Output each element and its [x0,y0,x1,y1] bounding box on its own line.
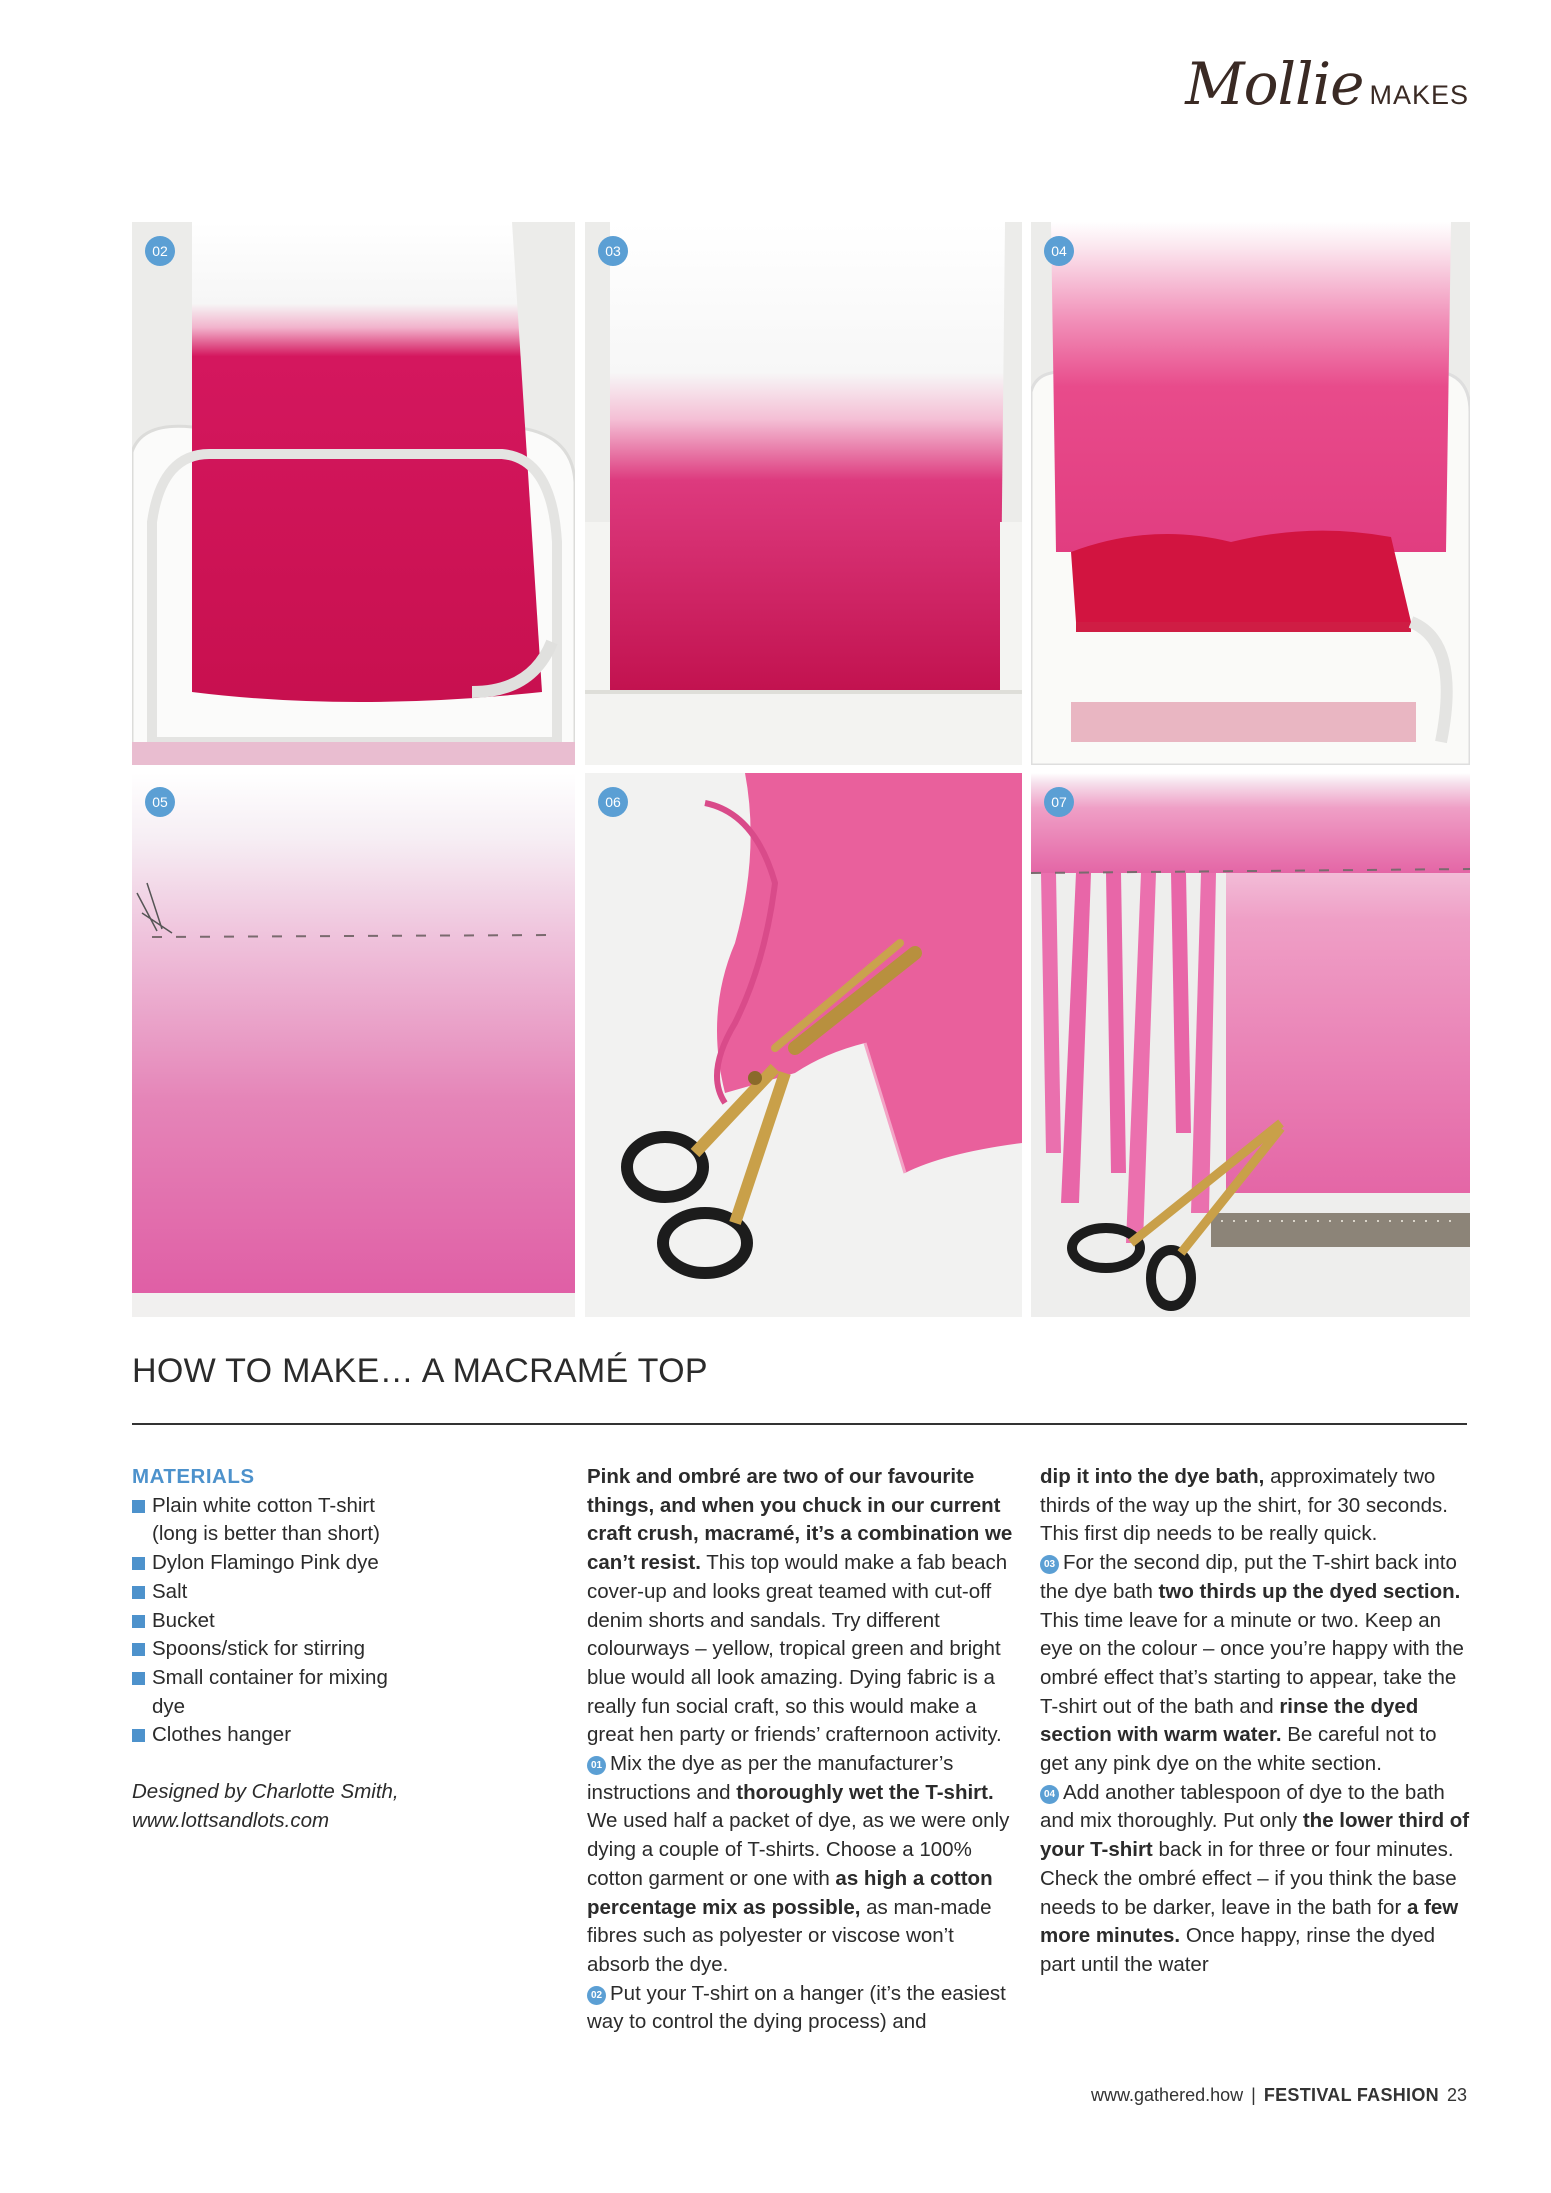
step-text: Mix the dye as per the manufacturer’s instructions and [587,1752,954,1804]
materials-item: Dylon Flamingo Pink dye [132,1549,402,1578]
step-text: back in for three or four minutes. Check the ombré effect – if you think the base needs to be darker, leave in the bath for [1040,1838,1457,1919]
step-number-badge: 03 [1040,1555,1059,1574]
footer-url[interactable]: www.gathered.how [1091,2085,1244,2105]
step-number-badge: 02 [587,1986,606,2005]
step-emphasis: the lower third of your T-shirt [1040,1809,1470,1862]
step-emphasis: thoroughly wet the T-shirt. [736,1780,994,1804]
step-emphasis: rinse the dyed section with warm water. [1040,1694,1419,1747]
step-badge: 03 [598,236,628,266]
step-text: We used half a packet of dye, as we were only dying a couple of T-shirts. Choose a 100% cotton garment or one with [587,1809,1010,1890]
footer-divider: | [1251,2085,1256,2105]
step-01 [587,1750,1017,1980]
designer-credit: Designed by Charlotte Smith, www.lottsandlots.com [132,1780,399,1832]
page-footer [1091,2085,1467,2106]
materials-item: Salt [132,1578,402,1607]
step-text: Add another tablespoon of dye to the bath and mix thoroughly. Put only [1040,1780,1445,1833]
step-number-badge: 01 [587,1756,606,1775]
photo-step-06 [585,773,1022,1317]
materials-list [132,1492,402,1750]
step-04 [1040,1779,1470,1980]
photo-step-03 [585,222,1022,765]
logo-caps: MAKES [1369,80,1469,110]
photo-step-04 [1031,222,1470,765]
step-badge: 07 [1044,787,1074,817]
step-03 [1040,1549,1470,1779]
cutting-illustration [585,773,1022,1317]
body-column-3 [1040,1463,1470,1980]
step-badge: 06 [598,787,628,817]
photo-step-05 [132,773,575,1317]
step-text: Put your T-shirt on a hanger (it’s the easiest way to control the dying process) and [587,1981,1006,2034]
step-text: Once happy, rinse the dyed part until the water [1040,1924,1436,1976]
step-badge: 05 [145,787,175,817]
step-emphasis: as high a cotton percentage mix as possible, [587,1866,993,1919]
dye-dip-illustration [132,222,575,765]
brand-logo [1185,50,1469,118]
materials-item: Bucket [132,1607,402,1636]
dye-dip-illustration [585,222,1022,765]
step-02-continued [1040,1463,1470,1549]
dye-dip-illustration [1031,222,1470,765]
step-text: as man-made fibres such as polyester or viscose won’t absorb the dye. [587,1895,992,1976]
step-text: For the second dip, put the T-shirt back into the dye bath [1040,1551,1457,1603]
ombre-shirt-illustration [132,773,575,1317]
photo-step-02 [132,222,575,765]
intro-text: This top would make a fab beach cover-up and looks great teamed with cut-off denim shorts and sandals. Try different colourways – yellow, tropical green and bright blue would all look amazing. Dying fabric is a really fun social craft, so this would make a great hen party or friends’ crafternoon activity. [587,1551,1008,1747]
step-text: This time leave for a minute or two. Keep an eye on the colour – once you’re happy with the ombré effect that’s starting to appear, take the T-shirt out of the bath and [1040,1608,1464,1718]
step-emphasis: dip it into the dye bath, [1040,1465,1265,1488]
step-emphasis: two thirds up the dyed section. [1158,1579,1461,1603]
materials-title: MATERIALS [132,1465,255,1488]
heading-rule [132,1423,1467,1425]
step-badge: 02 [145,236,175,266]
logo-script: Mollie [1185,50,1364,118]
intro-lead: Pink and ombré are two of our favourite things, and when you chuck in our current craft crush, macramé, it’s a combination we can’t resist. [587,1465,1013,1575]
footer-section: FESTIVAL FASHION [1263,2085,1439,2105]
materials-item: Clothes hanger [132,1721,402,1750]
photo-step-07 [1031,773,1470,1317]
step-badge: 04 [1044,236,1074,266]
step-text: approximately two thirds of the way up the shirt, for 30 seconds. This first dip needs to be really quick. [1040,1465,1448,1546]
step-02-start [587,1980,1017,2037]
materials-column [132,1463,402,1835]
article-heading: HOW TO MAKE… A MACRAMÉ TOP [132,1352,708,1390]
materials-item: Plain white cotton T-shirt (long is better than short) [132,1492,402,1549]
step-text: Be careful not to get any pink dye on the white section. [1040,1723,1437,1776]
page-number: 23 [1446,2085,1467,2105]
step-emphasis: a few more minutes. [1040,1895,1459,1948]
intro-paragraph [587,1463,1017,1750]
step-number-badge: 04 [1040,1785,1059,1804]
materials-item: Spoons/stick for stirring [132,1635,402,1664]
body-column-2 [587,1463,1017,2037]
fringe-illustration [1031,773,1470,1317]
materials-item: Small container for mixing dye [132,1664,402,1721]
